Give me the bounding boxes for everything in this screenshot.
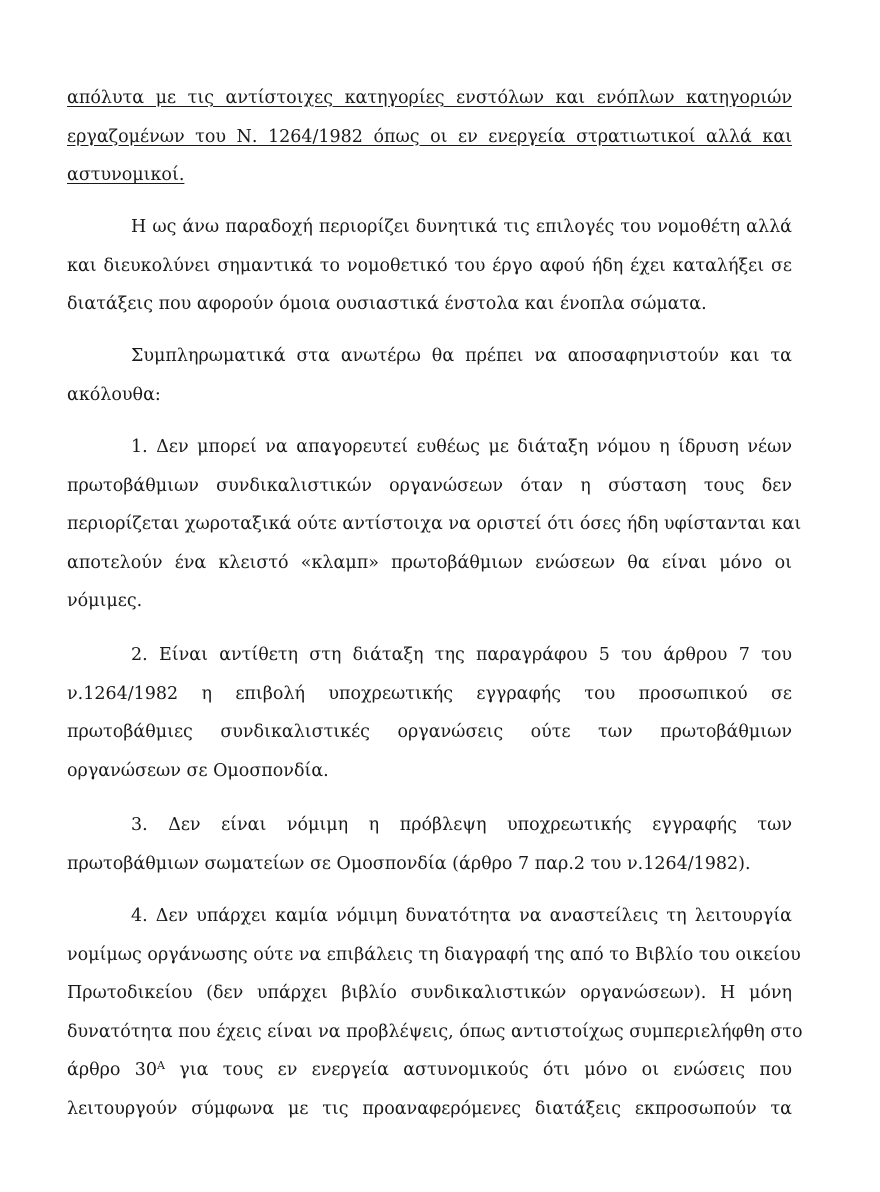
text-line: περιορίζεται χωροταξικά ούτε αντίστοιχα να οριστεί ότι όσες ήδη υφίστανται και [67,514,802,535]
paragraph-underlined-continuation [67,79,792,195]
text-line: ν.1264/1982 η επιβολή υποχρεωτικής εγγραφής του προσωπικού σε [67,683,792,704]
text-line: λειτουργούν σύμφωνα με τις προαναφερόμενες διατάξεις εκπροσωπούν τα [67,1098,792,1119]
text-line: εργαζομένων του Ν. 1264/1982 όπως οι εν ενεργεία στρατιωτικοί αλλά και [67,126,792,147]
text-line: οργανώσεων σε Ομοσπονδία. [67,760,329,781]
text-line: 1. Δεν μπορεί να απαγορευτεί ευθέως με διάταξη νόμου η ίδρυση νέων [131,437,792,457]
text-line: 4. Δεν υπάρχει καμία νόμιμη δυνατότητα να αναστείλεις τη λειτουργία [131,906,792,926]
text-line [67,1051,792,1090]
text-line: νόμιμες. [67,591,143,612]
text-line: πρωτοβάθμιες συνδικαλιστικές οργανώσεις ούτε των πρωτοβάθμιων [67,722,792,743]
text-line: νομίμως οργάνωσης ούτε να επιβάλεις τη διαγραφή της από το Βιβλίο του οικείου [67,944,801,965]
text-line: 3. Δεν είναι νόμιμη η πρόβλεψη υποχρεωτικής εγγραφής των [131,815,792,835]
paragraph-supplementary [67,337,792,414]
text-line: πρωτοβάθμιων συνδικαλιστικών οργανώσεων όταν η σύσταση τους δεν [67,475,792,496]
text-line: δυνατότητα που έχεις είναι να προβλέψεις, όπως αντιστοίχως συμπεριελήφθη στο [67,1021,803,1042]
text-line: Πρωτοδικείου (δεν υπάρχει βιβλίο συνδικαλιστικών οργανώσεων). Η μόνη [67,983,792,1004]
list-item-1 [67,428,802,621]
superscript: Α [157,1059,165,1073]
text-line: αστυνομικοί. [67,165,185,186]
text-line: Συμπληρωματικά στα ανωτέρω θα πρέπει να αποσαφηνιστούν και τα [131,346,792,366]
text-line: Η ως άνω παραδοχή περιορίζει δυνητικά τις επιλογές του νομοθέτη αλλά [131,217,792,237]
text-line: απόλυτα με τις αντίστοιχες κατηγορίες ενστόλων και ενόπλων κατηγοριών [67,88,792,108]
text-fragment: για τους εν ενεργεία αστυνομικούς ότι μόνο οι ενώσεις που [164,1060,792,1081]
list-item-2 [67,636,792,790]
text-fragment: άρθρο 30 [67,1060,158,1081]
text-line: 2. Είναι αντίθετη στη διάταξη της παραγράφου 5 του άρθρου 7 του [131,645,792,665]
text-line: διατάξεις που αφορούν όμοια ουσιαστικά ένστολα και ένοπλα σώματα. [67,294,707,315]
text-line: αποτελούν ένα κλειστό «κλαμπ» πρωτοβάθμιων ενώσεων θα είναι μόνο οι [67,552,792,573]
text-line: και διευκολύνει σημαντικά το νομοθετικό του έργο αφού ήδη έχει καταλήξει σε [67,255,792,276]
list-item-4 [67,897,803,1129]
text-line: πρωτοβάθμιων σωματείων σε Ομοσπονδία (άρθρο 7 παρ.2 του ν.1264/1982). [67,853,751,874]
paragraph-premise [67,208,792,324]
list-item-3 [67,806,792,883]
text-line: ακόλουθα: [67,384,161,405]
